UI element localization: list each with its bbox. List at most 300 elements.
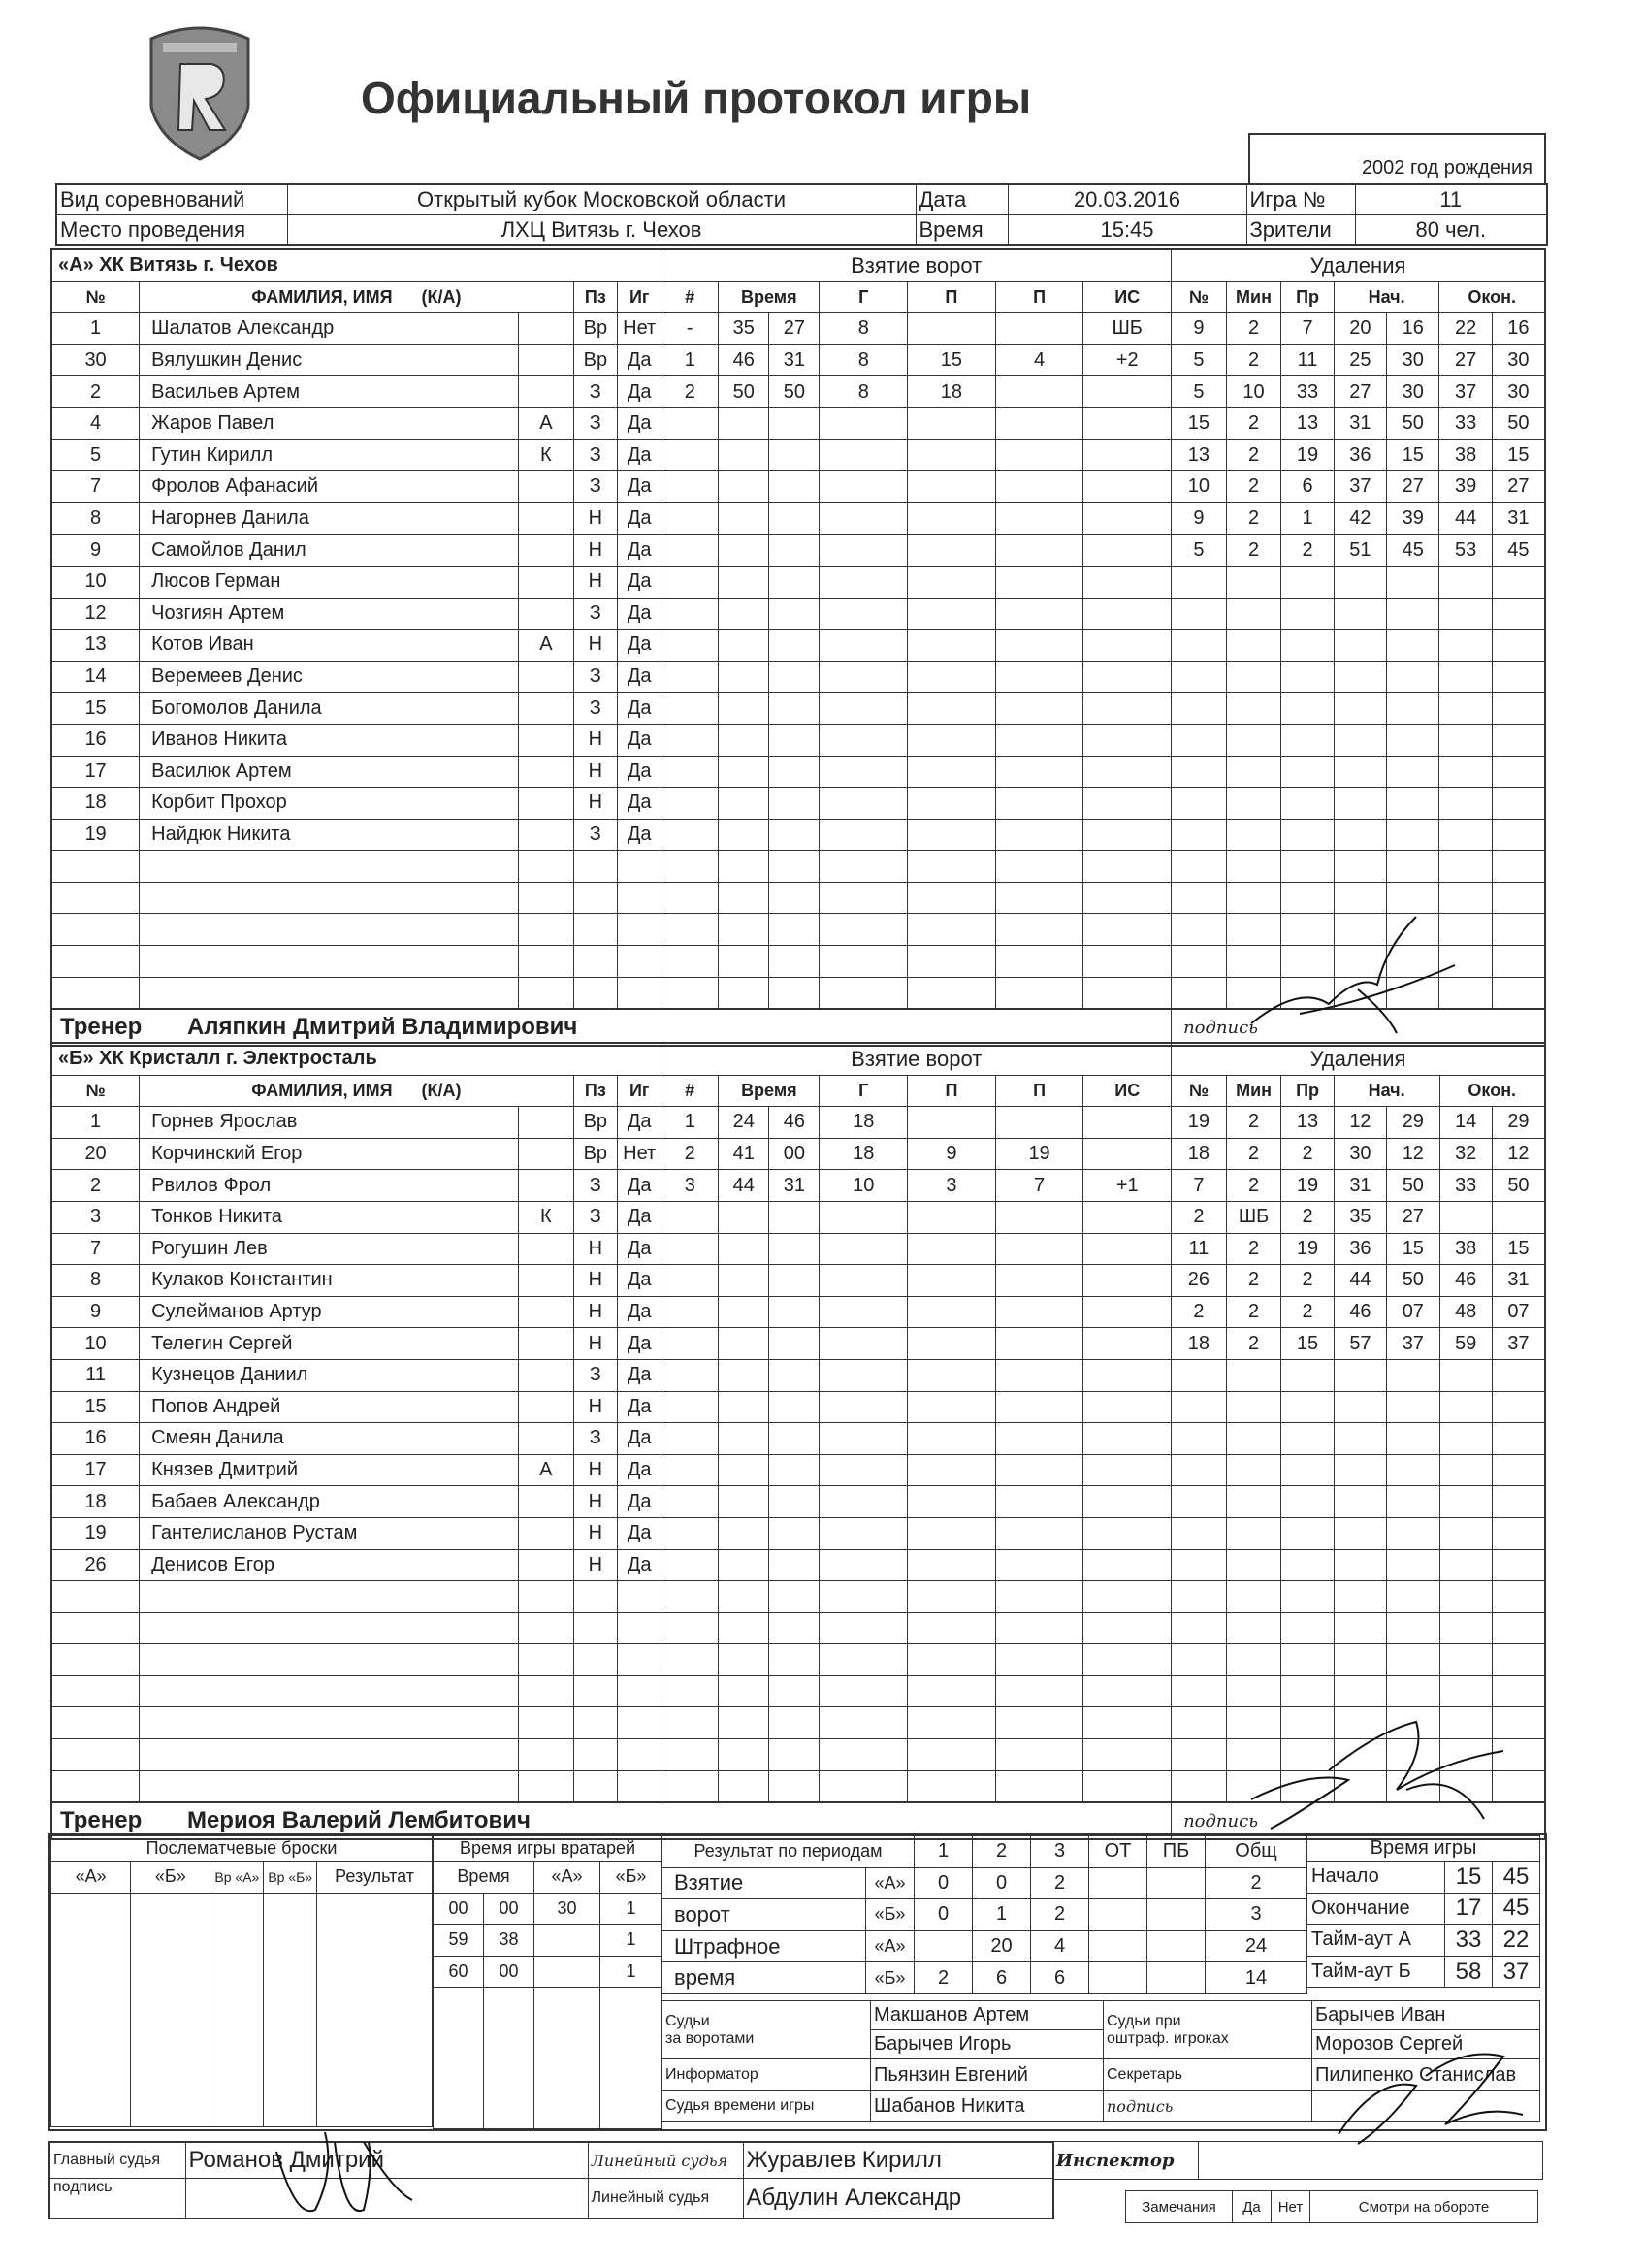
- player-name: Котов Иван: [140, 630, 519, 662]
- pen-start-sec: 27: [1387, 471, 1439, 503]
- player-name: Самойлов Данил: [140, 535, 519, 567]
- player-position: Н: [573, 1391, 617, 1423]
- pen-minutes: 2: [1226, 1296, 1281, 1328]
- gt-row: [1307, 1956, 1540, 1988]
- player-captain: [519, 1486, 574, 1518]
- spect-label: Зрители: [1246, 215, 1355, 246]
- pen-start-min: 12: [1334, 1107, 1386, 1139]
- player-position: З: [573, 376, 617, 408]
- player-number: 26: [51, 1549, 140, 1581]
- goals-label-2: ворот: [662, 1899, 866, 1931]
- team_a-row: [51, 693, 1545, 725]
- team_a-row: [51, 788, 1545, 820]
- game-time-table: [1306, 1835, 1540, 1988]
- player-captain: [519, 819, 574, 851]
- res-cell: [915, 1930, 973, 1962]
- pen-minutes: 2: [1226, 407, 1281, 439]
- player-number: 2: [51, 376, 140, 408]
- pen-player: 13: [1172, 439, 1227, 471]
- comp-value: Открытый кубок Московской области: [287, 184, 916, 215]
- col-g-time: Время: [719, 281, 820, 313]
- remarks-label: Замечания: [1126, 2191, 1233, 2223]
- team_b-row: [51, 1296, 1545, 1328]
- col-g-time: Время: [719, 1075, 820, 1107]
- col-p-pr: Пр: [1281, 1075, 1334, 1107]
- goal-sec: 50: [769, 376, 820, 408]
- player-captain: [519, 1170, 574, 1202]
- time-label: Время: [916, 215, 1008, 246]
- res-cell: [1089, 1899, 1147, 1931]
- goals-label-1: Взятие: [662, 1867, 866, 1899]
- birth-year-box: [1248, 133, 1546, 183]
- player-plays: Да: [617, 1107, 661, 1139]
- player-position: Н: [573, 1549, 617, 1581]
- res-cell: 2: [1031, 1899, 1089, 1931]
- pen-start-sec: 15: [1387, 439, 1439, 471]
- player-number: 12: [51, 598, 140, 630]
- gk-cell: 00: [434, 1893, 484, 1925]
- goal-judges-label: Судьи за воротами: [662, 2001, 871, 2059]
- goal-strength: [1083, 1107, 1172, 1139]
- secretary: Пилипенко Станислав: [1312, 2059, 1540, 2091]
- goal-judge-2: Барычев Игорь: [871, 2030, 1104, 2059]
- player-number: 17: [51, 756, 140, 788]
- player-number: 5: [51, 439, 140, 471]
- gt-row: [1307, 1925, 1540, 1957]
- goal-assist2: [995, 313, 1083, 345]
- player-name: Нагорнев Данила: [140, 502, 519, 535]
- pen-start-min: 27: [1334, 376, 1386, 408]
- pen-player: 26: [1172, 1265, 1227, 1297]
- player-number: 7: [51, 471, 140, 503]
- goal-assist1: [908, 1107, 996, 1139]
- gt-min: 45: [1493, 1893, 1540, 1925]
- gk-cell: 00: [484, 1956, 534, 1988]
- player-plays: Да: [618, 598, 661, 630]
- pen-player: 19: [1172, 1107, 1227, 1139]
- team_a-row: [51, 407, 1545, 439]
- res-cell: 4: [1031, 1930, 1089, 1962]
- goal-assist2: [995, 1107, 1083, 1139]
- pen-minutes: 2: [1226, 1170, 1281, 1202]
- player-name: Фролов Афанасий: [140, 471, 519, 503]
- gk-cell: 30: [534, 1893, 600, 1925]
- pen-minutes: 2: [1226, 1328, 1281, 1360]
- goal-assist1: 15: [908, 344, 996, 376]
- col-g-hash: #: [661, 281, 719, 313]
- player-position: З: [573, 439, 617, 471]
- player-captain: [519, 788, 574, 820]
- team_a-row: [51, 598, 1545, 630]
- pen-end-min: [1439, 1201, 1492, 1233]
- gk-cell: 00: [484, 1893, 534, 1925]
- player-plays: Да: [617, 1423, 661, 1455]
- player-captain: [519, 313, 574, 345]
- informer-label: Информатор: [662, 2059, 871, 2091]
- player-position: Н: [573, 502, 617, 535]
- player-plays: Да: [617, 1296, 661, 1328]
- player-captain: [519, 598, 574, 630]
- pen-end-sec: 29: [1492, 1107, 1545, 1139]
- pen-end-sec: 37: [1492, 1328, 1545, 1360]
- col-g-is: ИС: [1083, 1075, 1172, 1107]
- pen-start-min: 25: [1334, 344, 1386, 376]
- player-plays: Да: [618, 376, 661, 408]
- pen-player: 5: [1172, 376, 1227, 408]
- col-p-end: Окон.: [1439, 1075, 1545, 1107]
- player-plays: Да: [618, 439, 661, 471]
- pen-reason: 19: [1281, 439, 1334, 471]
- col-g-p2: П: [995, 281, 1083, 313]
- player-name: Жаров Павел: [140, 407, 519, 439]
- pen-minutes: 2: [1226, 471, 1281, 503]
- pen-reason: 13: [1281, 407, 1334, 439]
- pen-start-sec: 07: [1387, 1296, 1439, 1328]
- team_b-sign-label: подпись: [1183, 1810, 1258, 1831]
- pen-start-min: 31: [1334, 407, 1386, 439]
- player-plays: Да: [617, 1549, 661, 1581]
- gk-time-head: Время: [434, 1862, 534, 1894]
- period-pb: ПБ: [1147, 1836, 1206, 1868]
- player-number: 1: [51, 313, 140, 345]
- team_b-goals-title: Взятие ворот: [661, 1043, 1172, 1075]
- pen-reason: 1: [1281, 502, 1334, 535]
- team_b-row: [51, 1517, 1545, 1549]
- team_a-row: [51, 630, 1545, 662]
- pen-end-sec: 15: [1492, 439, 1545, 471]
- res-total: 14: [1206, 1962, 1307, 1994]
- team_a-row: [51, 756, 1545, 788]
- pen-start-min: 57: [1334, 1328, 1386, 1360]
- shootout-title: Послематчевые броски: [51, 1836, 433, 1862]
- goal-sec: 00: [769, 1138, 820, 1170]
- league-logo: [144, 21, 256, 162]
- player-position: Н: [573, 1328, 617, 1360]
- place-value: ЛХЦ Витязь г. Чехов: [287, 215, 916, 246]
- pen-start-min: 36: [1334, 439, 1386, 471]
- pen-minutes: 2: [1226, 535, 1281, 567]
- pen-start-min: 31: [1334, 1170, 1386, 1202]
- pen-player: 2: [1172, 1296, 1227, 1328]
- player-name: Веремеев Денис: [140, 661, 519, 693]
- player-plays: Да: [618, 535, 661, 567]
- player-name: Тонков Никита: [140, 1201, 519, 1233]
- player-captain: [519, 1328, 574, 1360]
- sign-label: подпись: [1104, 2091, 1312, 2122]
- pen-reason: 6: [1281, 471, 1334, 503]
- player-position: Н: [573, 1233, 617, 1265]
- res-cell: [1147, 1930, 1206, 1962]
- timekeeper: Шабанов Никита: [871, 2091, 1104, 2122]
- player-plays: Да: [618, 788, 661, 820]
- pen-start-min: 51: [1334, 535, 1386, 567]
- player-position: З: [573, 1170, 617, 1202]
- player-captain: [519, 1233, 574, 1265]
- team_b-row: [51, 1328, 1545, 1360]
- team_a-row: [51, 471, 1545, 503]
- goal-sec: 27: [769, 313, 820, 345]
- gk-row: [434, 1956, 662, 1988]
- pen-end-min: 22: [1439, 313, 1492, 345]
- pen-end-sec: 12: [1492, 1138, 1545, 1170]
- pen-start-sec: 15: [1387, 1233, 1439, 1265]
- gk-row: [434, 1925, 662, 1957]
- pen-minutes: ШБ: [1226, 1201, 1281, 1233]
- player-captain: К: [519, 1201, 574, 1233]
- team_a-row: [51, 344, 1545, 376]
- goal-min: 46: [719, 344, 769, 376]
- player-position: З: [573, 819, 617, 851]
- linesman-1: Журавлев Кирилл: [743, 2142, 1053, 2179]
- period-3: 3: [1031, 1836, 1089, 1868]
- pen-end-min: 33: [1439, 1170, 1492, 1202]
- player-plays: Да: [618, 724, 661, 756]
- player-number: 19: [51, 1517, 140, 1549]
- player-name: Кузнецов Даниил: [140, 1359, 519, 1391]
- player-name: Вялушкин Денис: [140, 344, 519, 376]
- pen-minutes: 2: [1226, 313, 1281, 345]
- player-plays: Да: [617, 1265, 661, 1297]
- pen-start-min: 36: [1334, 1233, 1386, 1265]
- player-number: 10: [51, 1328, 140, 1360]
- player-number: 16: [51, 724, 140, 756]
- pen-reason: 13: [1281, 1107, 1334, 1139]
- team_b-row: [51, 1170, 1545, 1202]
- res-cell: 2: [915, 1962, 973, 1994]
- pen-minutes: 2: [1226, 1265, 1281, 1297]
- res-cell: [1089, 1930, 1147, 1962]
- player-captain: [519, 1517, 574, 1549]
- team_b-row: [51, 1644, 1545, 1676]
- res-cell: 0: [915, 1867, 973, 1899]
- pen-end-min: 39: [1439, 471, 1492, 503]
- gk-cell: [534, 1925, 600, 1957]
- so-a: «А»: [51, 1862, 131, 1894]
- player-plays: Да: [618, 344, 661, 376]
- remarks-no: Нет: [1272, 2191, 1310, 2223]
- team_a-row: [51, 566, 1545, 598]
- pen-reason: 15: [1281, 1328, 1334, 1360]
- player-name: Сулейманов Артур: [140, 1296, 519, 1328]
- player-plays: Да: [618, 756, 661, 788]
- pen-start-sec: 16: [1387, 313, 1439, 345]
- pen-end-min: 37: [1439, 376, 1492, 408]
- pen-start-sec: 27: [1387, 1201, 1439, 1233]
- player-plays: Да: [617, 1201, 661, 1233]
- gt-row: [1307, 1893, 1540, 1925]
- player-plays: Да: [617, 1486, 661, 1518]
- player-number: 19: [51, 819, 140, 851]
- pen-start-min: 35: [1334, 1201, 1386, 1233]
- gt-hour: 15: [1445, 1862, 1493, 1894]
- col-p-min: Мин: [1226, 1075, 1281, 1107]
- player-name: Корчинский Егор: [140, 1138, 519, 1170]
- player-name: Рвилов Фрол: [140, 1170, 519, 1202]
- player-captain: А: [519, 1454, 574, 1486]
- team_b-row: [51, 1201, 1545, 1233]
- player-number: 7: [51, 1233, 140, 1265]
- player-position: З: [573, 407, 617, 439]
- pen-reason: 2: [1281, 1296, 1334, 1328]
- player-position: З: [573, 598, 617, 630]
- team_a-coach-name: Аляпкин Дмитрий Владимирович: [186, 1014, 578, 1041]
- goal-strength: [1083, 376, 1172, 408]
- pen-reason: 33: [1281, 376, 1334, 408]
- team_b-row: [51, 1486, 1545, 1518]
- player-name: Богомолов Данила: [140, 693, 519, 725]
- player-number: 20: [51, 1138, 140, 1170]
- player-number: 14: [51, 661, 140, 693]
- player-plays: Да: [618, 630, 661, 662]
- player-position: Вр: [573, 1138, 617, 1170]
- team_b-row: [51, 1581, 1545, 1613]
- pen-minutes: 10: [1226, 376, 1281, 408]
- team_a-goals-title: Взятие ворот: [661, 249, 1172, 281]
- res-cell: 1: [973, 1899, 1031, 1931]
- player-position: Н: [573, 1517, 617, 1549]
- gk-cell: 1: [600, 1956, 662, 1988]
- secretary-label: Секретарь: [1104, 2059, 1312, 2091]
- player-number: 30: [51, 344, 140, 376]
- goal-strength: [1083, 1138, 1172, 1170]
- team_b-row: [51, 1454, 1545, 1486]
- pen-start-sec: 29: [1387, 1107, 1439, 1139]
- team_b-pen-title: Удаления: [1172, 1043, 1545, 1075]
- player-plays: Да: [617, 1328, 661, 1360]
- player-number: 8: [51, 502, 140, 535]
- so-res: Результат: [317, 1862, 433, 1894]
- player-position: Вр: [573, 313, 617, 345]
- player-number: 15: [51, 693, 140, 725]
- res-cell: 20: [973, 1930, 1031, 1962]
- pen-player: 5: [1172, 344, 1227, 376]
- player-number: 9: [51, 1296, 140, 1328]
- pen-start-min: 42: [1334, 502, 1386, 535]
- goal-scorer: 18: [820, 1107, 908, 1139]
- gk-cell: 60: [434, 1956, 484, 1988]
- player-number: 3: [51, 1201, 140, 1233]
- player-captain: [519, 1265, 574, 1297]
- player-name: Гутин Кирилл: [140, 439, 519, 471]
- col-p-start: Нач.: [1334, 1075, 1439, 1107]
- header-table: [55, 183, 1548, 246]
- res-total: 3: [1206, 1899, 1307, 1931]
- team_b-row: [51, 1359, 1545, 1391]
- goal-min: 50: [719, 376, 769, 408]
- player-name: Бабаев Александр: [140, 1486, 519, 1518]
- player-plays: Да: [617, 1170, 661, 1202]
- remarks-table: [1125, 2190, 1538, 2223]
- player-name: Телегин Сергей: [140, 1328, 519, 1360]
- res-team-b-1: «Б»: [866, 1899, 915, 1931]
- player-name: Попов Андрей: [140, 1391, 519, 1423]
- player-captain: [519, 693, 574, 725]
- player-position: Н: [573, 630, 617, 662]
- player-position: Н: [573, 724, 617, 756]
- player-number: 10: [51, 566, 140, 598]
- col-p-num: №: [1172, 281, 1227, 313]
- res-cell: [1147, 1899, 1206, 1931]
- col-g-p1: П: [908, 281, 996, 313]
- pim-label-1: Штрафное: [662, 1930, 866, 1962]
- player-position: Н: [573, 1296, 617, 1328]
- col-p-start: Нач.: [1334, 281, 1439, 313]
- player-plays: Да: [618, 566, 661, 598]
- goal-scorer: 10: [820, 1170, 908, 1202]
- team_b-row: [51, 1423, 1545, 1455]
- period-total: Общ: [1206, 1836, 1307, 1868]
- player-captain: [519, 1423, 574, 1455]
- pen-minutes: 2: [1226, 1107, 1281, 1139]
- timekeeper-label: Судья времени игры: [662, 2091, 871, 2122]
- player-number: 16: [51, 1423, 140, 1455]
- player-number: 11: [51, 1359, 140, 1391]
- player-number: 2: [51, 1170, 140, 1202]
- team_a-row: [51, 439, 1545, 471]
- gt-row: [1307, 1862, 1540, 1894]
- pen-player: 18: [1172, 1138, 1227, 1170]
- player-number: 15: [51, 1391, 140, 1423]
- pen-end-sec: 30: [1492, 344, 1545, 376]
- player-name: Денисов Егор: [140, 1549, 519, 1581]
- player-plays: Да: [617, 1391, 661, 1423]
- player-name: Горнев Ярослав: [140, 1107, 519, 1139]
- pen-player: 7: [1172, 1170, 1227, 1202]
- player-name: Чозгиян Артем: [140, 598, 519, 630]
- col-ig: Иг: [617, 1075, 661, 1107]
- pen-start-min: 20: [1334, 313, 1386, 345]
- pen-end-min: 59: [1439, 1328, 1492, 1360]
- goal-scorer: 8: [820, 344, 908, 376]
- pen-start-min: 30: [1334, 1138, 1386, 1170]
- player-position: Н: [573, 535, 617, 567]
- gt-label: Тайм-аут А: [1307, 1925, 1445, 1957]
- pen-end-min: 14: [1439, 1107, 1492, 1139]
- col-ig: Иг: [618, 281, 661, 313]
- col-p-min: Мин: [1226, 281, 1281, 313]
- gk-row: [434, 1893, 662, 1925]
- pen-reason: 2: [1281, 1201, 1334, 1233]
- player-captain: [519, 756, 574, 788]
- pen-player: 15: [1172, 407, 1227, 439]
- player-name: Князев Дмитрий: [140, 1454, 519, 1486]
- pen-reason: 2: [1281, 535, 1334, 567]
- player-plays: Да: [618, 471, 661, 503]
- player-captain: К: [519, 439, 574, 471]
- player-captain: А: [519, 407, 574, 439]
- pen-end-min: 53: [1439, 535, 1492, 567]
- col-num: №: [51, 281, 140, 313]
- gt-min: 45: [1493, 1862, 1540, 1894]
- goal-num: 1: [661, 1107, 719, 1139]
- player-position: Н: [573, 756, 617, 788]
- pen-reason: 19: [1281, 1170, 1334, 1202]
- pen-end-sec: 45: [1492, 535, 1545, 567]
- player-captain: А: [519, 630, 574, 662]
- team_a-row: [51, 661, 1545, 693]
- res-team-a-2: «А»: [866, 1930, 915, 1962]
- goal-judge-1: Макшанов Артем: [871, 2001, 1104, 2030]
- pen-player: 18: [1172, 1328, 1227, 1360]
- player-name: Смеян Данила: [140, 1423, 519, 1455]
- chief-sign-label: подпись: [49, 2179, 185, 2219]
- goal-num: 1: [661, 344, 719, 376]
- chief-label: Главный судья: [49, 2142, 185, 2179]
- pen-start-min: 46: [1334, 1296, 1386, 1328]
- player-captain: [519, 535, 574, 567]
- pen-player: 9: [1172, 502, 1227, 535]
- pen-start-min: 37: [1334, 471, 1386, 503]
